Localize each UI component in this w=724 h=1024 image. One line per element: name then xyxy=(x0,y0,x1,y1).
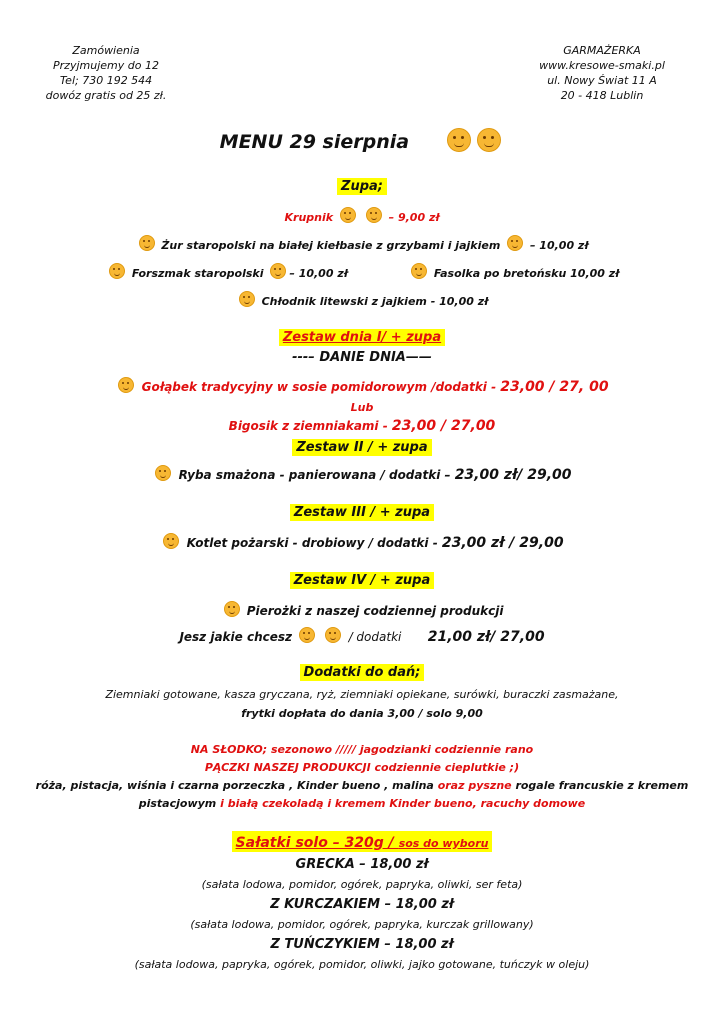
kotlet-row xyxy=(0,533,724,551)
dodatki-line-2: frytki dopłata do dania 3,00 / solo 9,00 xyxy=(241,707,483,720)
salatka-name: Z TUŃCZYKIEM – 18,00 zł xyxy=(270,937,454,952)
salatka-name: Z KURCZAKIEM – 18,00 zł xyxy=(270,897,454,912)
zestaw4-heading-row xyxy=(0,573,724,588)
header-address-right xyxy=(522,43,682,103)
zestaw2-heading: Zestaw II / + zupa xyxy=(292,439,431,456)
winking-face-icon xyxy=(224,601,240,617)
header-left-line: dowóz gratis od 25 zł. xyxy=(45,89,167,102)
zestaw2-heading-row xyxy=(0,440,724,455)
ryba-row xyxy=(0,465,724,483)
forszmak-price: – 10,00 zł xyxy=(289,267,348,280)
slodko-line-1: NA SŁODKO; sezonowo ///// jagodzianki codziennie rano xyxy=(190,743,534,756)
winking-face-icon xyxy=(299,627,315,643)
golabek-text: Gołąbek tradycyjny w sosie pomidorowym /dodatki - xyxy=(141,380,501,394)
header-left-line: Zamówienia xyxy=(72,44,140,57)
header-contact-left xyxy=(36,43,176,103)
golabek-price: 23,00 / 27, 00 xyxy=(500,379,609,395)
winking-face-icon xyxy=(155,465,171,481)
slodko-line-3 xyxy=(0,779,724,792)
page-title-row xyxy=(0,128,724,153)
dodatki-heading-row xyxy=(0,665,724,680)
kotlet-text: Kotlet pożarski - drobiowy / dodatki - xyxy=(186,536,442,550)
winking-face-icon xyxy=(163,533,179,549)
chlodnik-text: Chłodnik litewski z jajkiem - 10,00 zł xyxy=(261,295,489,308)
winking-face-icon xyxy=(477,128,501,152)
zestaw4-heading: Zestaw IV / + zupa xyxy=(290,572,435,589)
golabek-row xyxy=(0,377,724,395)
slodko-line-3-b: oraz pyszne xyxy=(437,779,516,792)
header-left-line: Przyjmujemy do 12 xyxy=(53,59,159,72)
jesz-row xyxy=(0,627,724,645)
dodatki-line-1: Ziemniaki gotowane, kasza gryczana, ryż, ziemniaki opiekane, surówki, buraczki zasmażane, xyxy=(105,688,619,701)
winking-face-icon xyxy=(411,263,427,279)
winking-face-icon xyxy=(109,263,125,279)
winking-face-icon xyxy=(239,291,255,307)
slodko-line-4-b: i białą czekoladą i kremem Kinder bueno, racuchy domowe xyxy=(220,797,586,810)
slodko-line-4-a: pistacjowym xyxy=(138,797,221,810)
salatka-name: GRECKA – 18,00 zł xyxy=(295,857,429,872)
ryba-text: Ryba smażona - panierowana / dodatki – xyxy=(178,468,455,482)
winking-face-icon xyxy=(118,377,134,393)
header-right-line: ul. Nowy Świat 11 A xyxy=(547,74,657,87)
zestaw3-heading-row xyxy=(0,505,724,520)
forszmak-row xyxy=(106,263,348,280)
zur-row xyxy=(0,235,724,252)
header-right-line: 20 - 418 Lublin xyxy=(560,89,644,102)
header-right-line: GARMAŻERKA xyxy=(563,44,641,57)
fasolka-text: Fasolka po bretońsku 10,00 zł xyxy=(433,267,620,280)
header-right-line: www.kresowe-smaki.pl xyxy=(539,59,665,72)
jesz-price: 21,00 zł/ 27,00 xyxy=(427,629,545,645)
slodko-line-3-c: rogale francuskie z kremem xyxy=(515,779,689,792)
page-title: MENU 29 sierpnia xyxy=(219,131,410,153)
winking-face-icon xyxy=(340,207,356,223)
salatki-heading-sub: sos do wyboru xyxy=(398,837,489,850)
zestaw1-heading: Zestaw dnia I/ + zupa xyxy=(279,329,445,346)
forszmak-text: Forszmak staropolski xyxy=(131,267,264,280)
fasolka-row xyxy=(408,263,619,280)
salatki-heading-row xyxy=(0,832,724,851)
winking-face-icon xyxy=(507,235,523,251)
winking-face-icon xyxy=(270,263,286,279)
slodko-line-3-a: róża, pistacja, wiśnia i czarna porzeczka , Kinder bueno , malina xyxy=(35,779,438,792)
slodko-line-2: PĄCZKI NASZEJ PRODUKCJI codziennie cieplutkie ;) xyxy=(204,761,520,774)
jesz-dodatki: / dodatki xyxy=(348,630,402,644)
ryba-price: 23,00 zł/ 29,00 xyxy=(454,467,572,483)
bigosik-text: Bigosik z ziemniakami - xyxy=(228,419,392,433)
winking-face-icon xyxy=(325,627,341,643)
salatka-desc: (sałata lodowa, pomidor, ogórek, papryka, kurczak grillowany) xyxy=(190,918,534,931)
header-left-line: Tel; 730 192 544 xyxy=(59,74,153,87)
zur-text: Żur staropolski na białej kiełbasie z grzybami i jajkiem xyxy=(161,239,501,252)
jesz-text: Jesz jakie chcesz xyxy=(179,630,293,644)
zestaw3-heading: Zestaw III / + zupa xyxy=(290,504,434,521)
bigosik-price: 23,00 / 27,00 xyxy=(391,418,496,434)
salatka-desc: (sałata lodowa, pomidor, ogórek, papryka, oliwki, ser feta) xyxy=(201,878,523,891)
salatki-heading-main: Sałatki solo – 320g / xyxy=(235,835,399,851)
zur-price: – 10,00 zł xyxy=(529,239,589,252)
dodatki-heading: Dodatki do dań; xyxy=(300,664,425,681)
pierozki-row xyxy=(0,601,724,618)
salatki-heading xyxy=(232,831,493,852)
zestaw1-heading-row xyxy=(0,330,724,345)
krupnik-name: Krupnik xyxy=(284,211,334,224)
salatka-desc: (sałata lodowa, papryka, ogórek, pomidor, oliwki, jajko gotowane, tuńczyk w oleju) xyxy=(134,958,590,971)
pierozki-text: Pierożki z naszej codziennej produkcji xyxy=(246,604,504,618)
zupa-heading: Zupa; xyxy=(337,178,387,195)
lub-text: Lub xyxy=(350,401,374,414)
danie-dnia: ---– DANIE DNIA—— xyxy=(292,350,432,365)
kotlet-price: 23,00 zł / 29,00 xyxy=(441,535,564,551)
krupnik-row xyxy=(0,207,724,224)
slodko-line-4 xyxy=(0,797,724,810)
winking-face-icon xyxy=(139,235,155,251)
winking-face-icon xyxy=(366,207,382,223)
zupa-heading-row xyxy=(0,179,724,194)
krupnik-price: – 9,00 zł xyxy=(388,211,440,224)
bigosik-row xyxy=(0,418,724,434)
winking-face-icon xyxy=(447,128,471,152)
chlodnik-row xyxy=(0,291,724,308)
